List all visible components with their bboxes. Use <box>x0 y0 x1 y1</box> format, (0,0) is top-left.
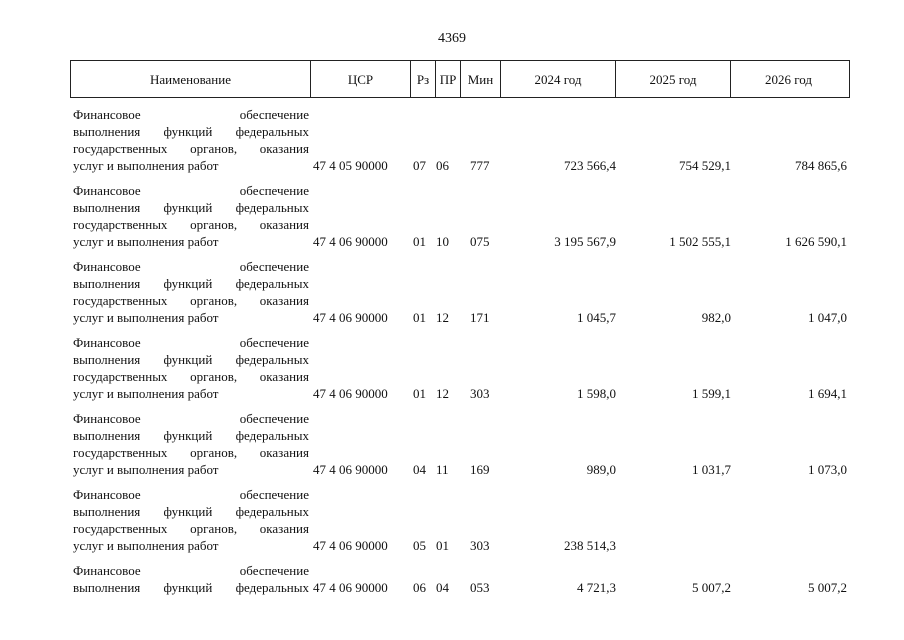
header-2024: 2024 год <box>501 61 616 97</box>
row-min: 171 <box>470 310 490 325</box>
row-2024: 3 195 567,9 <box>554 234 616 249</box>
row-name <box>73 334 309 402</box>
row-name-line: услуг и выполнения работ <box>73 234 219 249</box>
row-2025: 1 031,7 <box>692 462 731 477</box>
table-row <box>70 104 860 180</box>
row-name-line: выполнения функций федеральных <box>73 124 309 139</box>
table-body <box>70 104 860 600</box>
row-name-line: услуг и выполнения работ <box>73 158 219 173</box>
row-pr: 01 <box>436 538 449 553</box>
header-min: Мин <box>461 61 501 97</box>
row-pr: 06 <box>436 158 449 173</box>
row-name-line: государственных органов, оказания <box>73 141 309 156</box>
table-row <box>70 332 860 408</box>
row-2026: 1 047,0 <box>808 310 847 325</box>
row-name <box>73 410 309 478</box>
header-2025: 2025 год <box>616 61 731 97</box>
row-name-line: Финансовое обеспечение <box>73 411 309 426</box>
row-name-line: выполнения функций федеральных <box>73 580 309 595</box>
row-name-line: государственных органов, оказания <box>73 293 309 308</box>
row-pr: 11 <box>436 462 449 477</box>
row-pr: 04 <box>436 580 449 595</box>
row-rz: 01 <box>413 234 426 249</box>
row-name-line: государственных органов, оказания <box>73 521 309 536</box>
header-name: Наименование <box>71 61 311 97</box>
row-csr: 47 4 06 90000 <box>313 234 388 249</box>
header-rz: Рз <box>411 61 436 97</box>
row-name-line: государственных органов, оказания <box>73 445 309 460</box>
row-name <box>73 258 309 326</box>
row-2025: 754 529,1 <box>679 158 731 173</box>
header-csr: ЦСР <box>311 61 411 97</box>
row-name-line: выполнения функций федеральных <box>73 428 309 443</box>
page-number: 4369 <box>438 31 466 46</box>
row-2026: 1 626 590,1 <box>785 234 847 249</box>
row-2025: 1 599,1 <box>692 386 731 401</box>
row-name-line: Финансовое обеспечение <box>73 259 309 274</box>
row-pr: 12 <box>436 386 449 401</box>
row-name-line: Финансовое обеспечение <box>73 563 309 578</box>
row-rz: 01 <box>413 386 426 401</box>
row-name-line: выполнения функций федеральных <box>73 276 309 291</box>
row-rz: 04 <box>413 462 426 477</box>
row-min: 075 <box>470 234 490 249</box>
row-2024: 989,0 <box>586 462 616 477</box>
table-row <box>70 256 860 332</box>
row-2024: 1 045,7 <box>577 310 616 325</box>
row-pr: 12 <box>436 310 449 325</box>
row-2025: 1 502 555,1 <box>669 234 731 249</box>
row-rz: 05 <box>413 538 426 553</box>
row-name-line: Финансовое обеспечение <box>73 487 309 502</box>
row-name-line: выполнения функций федеральных <box>73 504 309 519</box>
row-2026: 784 865,6 <box>795 158 847 173</box>
row-2024: 4 721,3 <box>577 580 616 595</box>
row-2026: 1 694,1 <box>808 386 847 401</box>
row-name <box>73 106 309 174</box>
row-min: 303 <box>470 386 490 401</box>
header-2026: 2026 год <box>765 71 812 87</box>
row-2026: 1 073,0 <box>808 462 847 477</box>
row-name <box>73 562 309 596</box>
row-pr: 10 <box>436 234 449 249</box>
row-2024: 238 514,3 <box>564 538 616 553</box>
row-min: 303 <box>470 538 490 553</box>
row-name-line: услуг и выполнения работ <box>73 386 219 401</box>
row-csr: 47 4 06 90000 <box>313 462 388 477</box>
row-name-line: Финансовое обеспечение <box>73 183 309 198</box>
row-2024: 1 598,0 <box>577 386 616 401</box>
table-row <box>70 484 860 560</box>
row-rz: 01 <box>413 310 426 325</box>
row-name-line: Финансовое обеспечение <box>73 335 309 350</box>
row-csr: 47 4 06 90000 <box>313 386 388 401</box>
row-name <box>73 486 309 554</box>
row-name-line: выполнения функций федеральных <box>73 200 309 215</box>
row-2024: 723 566,4 <box>564 158 616 173</box>
row-name-line: услуг и выполнения работ <box>73 462 219 477</box>
header-pr: ПР <box>436 61 461 97</box>
row-min: 169 <box>470 462 490 477</box>
row-name-line: услуг и выполнения работ <box>73 538 219 553</box>
row-name <box>73 182 309 250</box>
row-csr: 47 4 05 90000 <box>313 158 388 173</box>
row-min: 777 <box>470 158 490 173</box>
row-name-line: услуг и выполнения работ <box>73 310 219 325</box>
row-name-line: Финансовое обеспечение <box>73 107 309 122</box>
table-header <box>70 60 850 98</box>
row-name-line: государственных органов, оказания <box>73 217 309 232</box>
table-row <box>70 408 860 484</box>
row-name-line: государственных органов, оказания <box>73 369 309 384</box>
row-2025: 5 007,2 <box>692 580 731 595</box>
row-rz: 06 <box>413 580 426 595</box>
row-csr: 47 4 06 90000 <box>313 310 388 325</box>
row-2026: 5 007,2 <box>808 580 847 595</box>
table-row <box>70 560 860 600</box>
row-csr: 47 4 06 90000 <box>313 538 388 553</box>
row-csr: 47 4 06 90000 <box>313 580 388 595</box>
row-min: 053 <box>470 580 490 595</box>
table-row <box>70 180 860 256</box>
row-2025: 982,0 <box>701 310 731 325</box>
row-rz: 07 <box>413 158 426 173</box>
row-name-line: выполнения функций федеральных <box>73 352 309 367</box>
